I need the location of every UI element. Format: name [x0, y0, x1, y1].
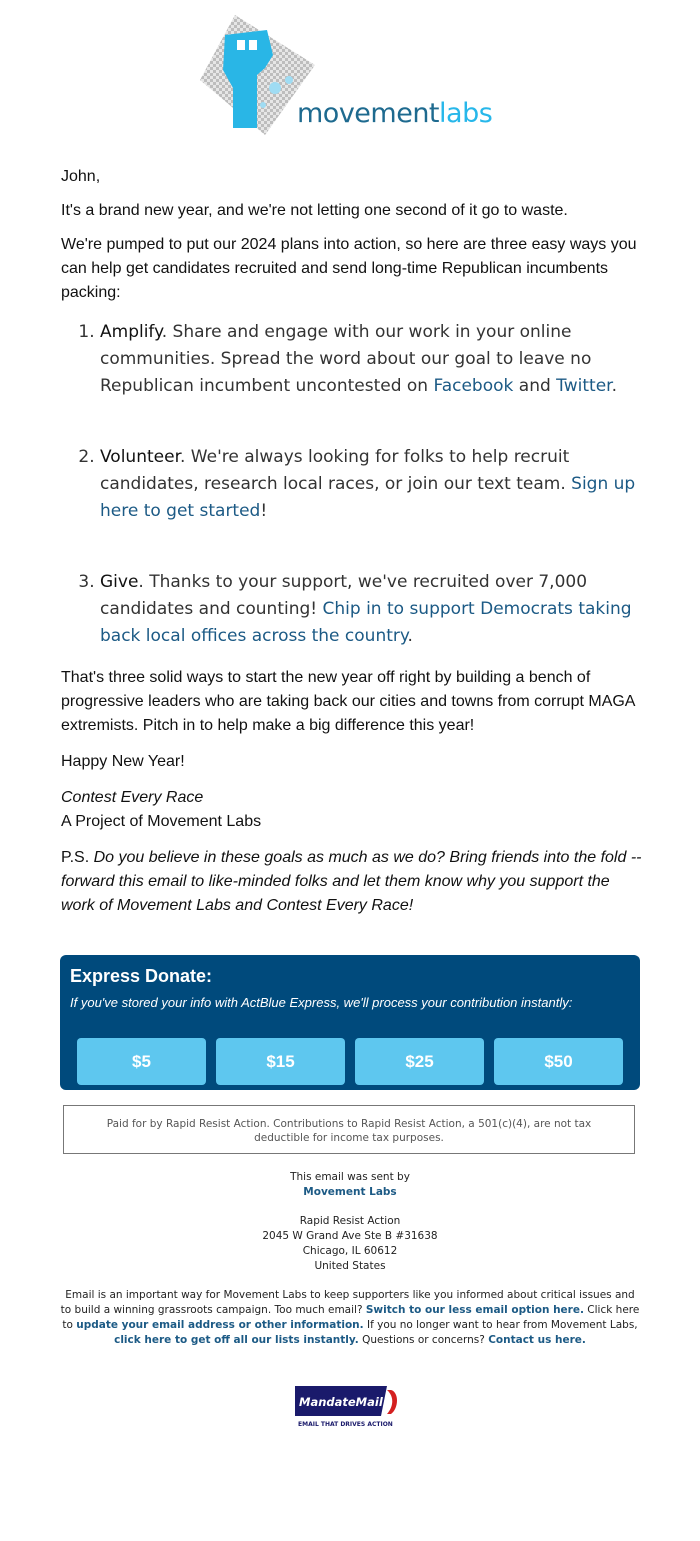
- paid-for-disclaimer: Paid for by Rapid Resist Action. Contributions to Rapid Resist Action, a 501(c)(4), are not tax deductible for income tax purposes.: [63, 1105, 635, 1154]
- mandatemail-wordmark: MandateMail: [299, 1395, 383, 1409]
- ps-text: Do you believe in these goals as much as we do? Bring friends into the fold -- forward this email to like-minded folks and let them know why you support the work of Movement Labs and Contest Every Race!: [61, 849, 642, 914]
- list-item-give: [100, 569, 646, 650]
- volunteer-label: Volunteer: [100, 447, 180, 467]
- mandatemail-badge[interactable]: [295, 1386, 405, 1428]
- volunteer-text: . We're always looking for folks to help recruit candidates, research local races, or join our text team.: [100, 447, 572, 494]
- address-line-1: 2045 W Grand Ave Ste B #31638: [262, 1230, 438, 1242]
- address-country: United States: [314, 1260, 386, 1272]
- volunteer-signup-link[interactable]: Sign up here to get started: [100, 474, 636, 521]
- chip-in-link[interactable]: Chip in to support Democrats taking back local offices across the country: [100, 599, 632, 646]
- intro-paragraph: It's a brand new year, and we're not letting one second of it go to waste.: [61, 202, 568, 219]
- give-text: . Thanks to your support, we've recruited over 7,000 candidates and counting!: [100, 572, 588, 619]
- give-end: .: [407, 626, 413, 646]
- sent-by-label: This email was sent by: [290, 1171, 410, 1183]
- facebook-link[interactable]: Facebook: [433, 376, 514, 396]
- logo-word-labs: labs: [439, 98, 493, 129]
- unsubscribe-link[interactable]: click here to get off all our lists instantly.: [114, 1334, 359, 1346]
- amplify-text: . Share and engage with our work in your online communities. Spread the word about our goal to leave no Republican incumbent uncontested on: [100, 322, 592, 396]
- express-donate-subtitle: If you've stored your info with ActBlue Express, we'll process your contribution instantly:: [70, 995, 573, 1010]
- note-text-a: Email is an important way for Movement Labs to keep supporters like you informed about critical issues and to build a winning grassroots campaign. Too much email?: [60, 1289, 635, 1316]
- address-line-2: Chicago, IL 60612: [302, 1245, 398, 1257]
- email-footer: [60, 1170, 640, 1348]
- ps-label: P.S.: [61, 849, 94, 866]
- amplify-and: and: [513, 376, 557, 396]
- list-item-amplify: [100, 319, 646, 400]
- update-info-link[interactable]: update your email address or other information.: [76, 1319, 364, 1331]
- closing-section: [61, 666, 646, 918]
- movement-labs-logo[interactable]: [195, 10, 515, 145]
- give-label: Give: [100, 572, 139, 592]
- logo-wordmark: [297, 98, 492, 129]
- note-text-d: Questions or concerns?: [358, 1334, 489, 1346]
- greeting: John,: [61, 168, 101, 185]
- express-donate-box: [60, 955, 640, 1090]
- mandatemail-tagline: EMAIL THAT DRIVES ACTION: [298, 1421, 393, 1428]
- email-body: [61, 165, 646, 930]
- amplify-end: .: [611, 376, 617, 396]
- logo-word-movement: movement: [297, 98, 440, 129]
- mandatemail-logo-icon: [295, 1386, 405, 1428]
- org-name: Rapid Resist Action: [299, 1215, 401, 1227]
- contact-us-link[interactable]: Contact us here.: [488, 1334, 586, 1346]
- donate-buttons: [77, 1038, 623, 1085]
- postscript: [61, 846, 646, 918]
- sender-link[interactable]: Movement Labs: [303, 1186, 397, 1198]
- donate-5-button[interactable]: $5: [77, 1038, 206, 1085]
- express-donate-title: Express Donate:: [70, 966, 213, 986]
- amplify-label: Amplify: [100, 322, 162, 342]
- ways-list: [61, 319, 646, 650]
- note-text-b: Click here to: [62, 1304, 640, 1331]
- note-text-c: If you no longer want to hear from Movement Labs,: [363, 1319, 638, 1331]
- list-item-volunteer: [100, 444, 646, 525]
- happy-new-year: Happy New Year!: [61, 753, 185, 770]
- donate-50-button[interactable]: $50: [494, 1038, 623, 1085]
- plans-paragraph: We're pumped to put our 2024 plans into action, so here are three easy ways you can help get candidates recruited and send long-time Republican incumbents packing:: [61, 236, 637, 301]
- donate-15-button[interactable]: $15: [216, 1038, 345, 1085]
- volunteer-end: !: [260, 501, 268, 521]
- twitter-link[interactable]: Twitter: [556, 376, 612, 396]
- summary-paragraph: That's three solid ways to start the new year off right by building a bench of progressive leaders who are taking back our cities and towns from corrupt MAGA extremists. Pitch in to help make a big difference this year!: [61, 669, 635, 734]
- email-preferences-note: [60, 1288, 640, 1348]
- signature-subtitle: A Project of Movement Labs: [61, 813, 262, 830]
- signature-name: Contest Every Race: [61, 789, 204, 806]
- donate-25-button[interactable]: $25: [355, 1038, 484, 1085]
- less-email-link[interactable]: Switch to our less email option here.: [365, 1304, 584, 1316]
